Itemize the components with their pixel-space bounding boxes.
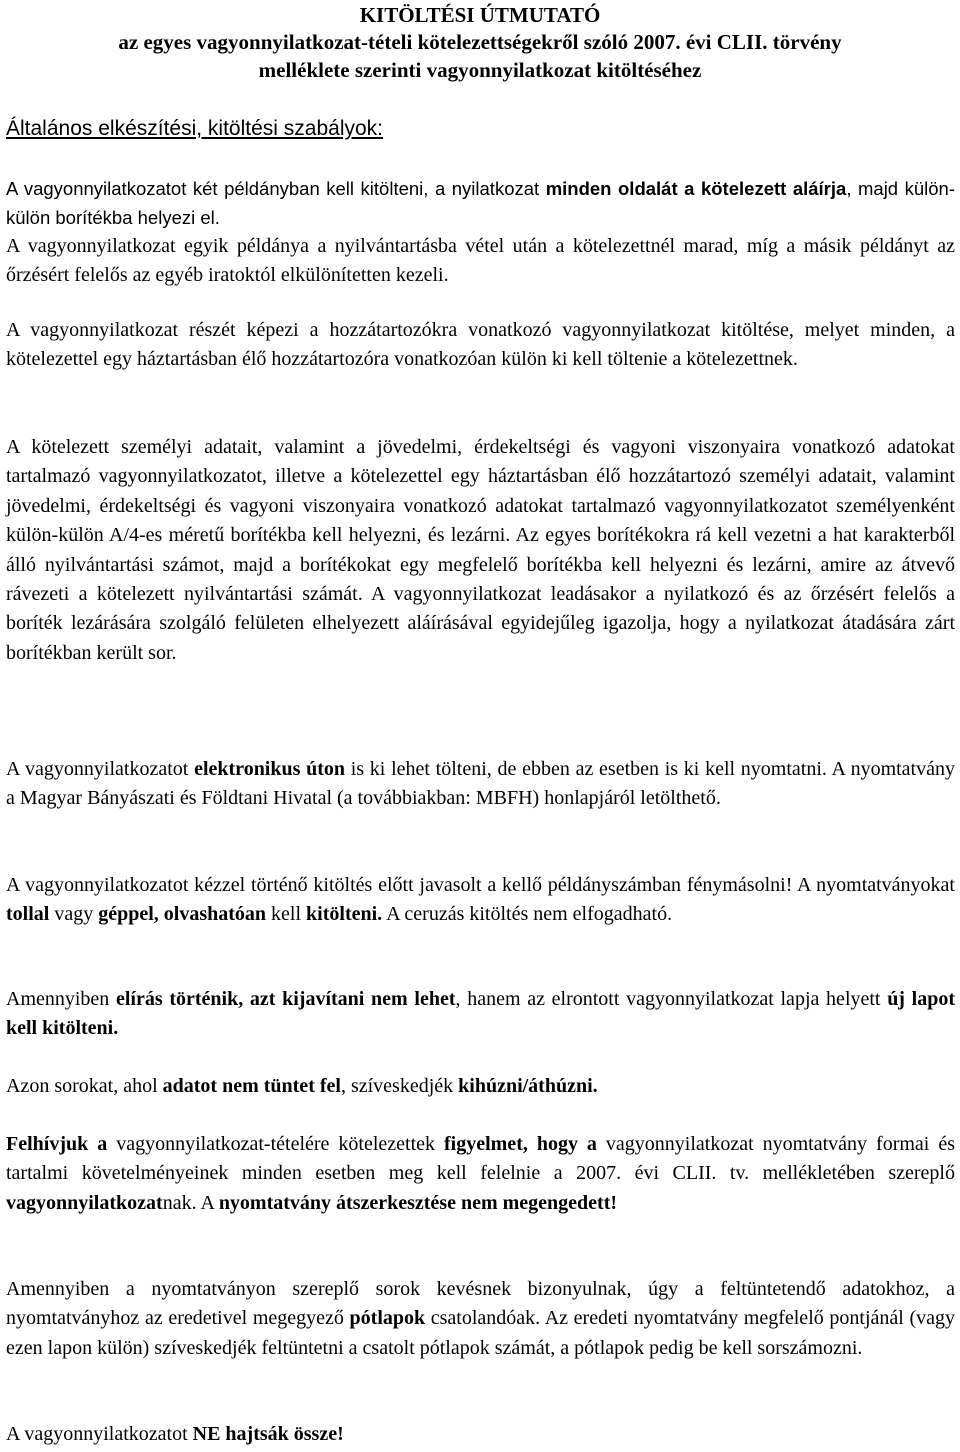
paragraph-11 [6, 1420, 955, 1449]
paragraph-5-text-2: is ki lehet tölteni, de ebben az esetben is ki kell nyomtatni. A nyomtatvány a Magyar Bányászati és Földtani Hivatal (a továbbiakban: MBFH) honlapjáról letölthető. [6, 758, 960, 810]
paragraph-8-text-2: , szíveskedjék [340, 1075, 459, 1097]
paragraph-6-text-1: A vagyonnyilatkozatot kézzel történő kitöltés előtt javasolt a kellő példányszámban fénymásolni! A nyomtatványokat [6, 874, 960, 896]
paragraph-6-bold-2: géppel, olvashatóan [98, 903, 267, 926]
paragraph-6 [6, 871, 960, 930]
paragraph-2: A vagyonnyilatkozat egyik példánya a nyilvántartásba vétel után a kötelezettnél marad, míg a másik példányt az őrzésért felelős az egyéb iratoktól elkülönítetten kezeli. [6, 235, 955, 287]
paragraph-5 [6, 755, 960, 814]
paragraph-8-bold-2: kihúzni/áthúzni. [458, 1075, 598, 1097]
paragraph-6-text-2: vagy [49, 903, 99, 926]
paragraph-9-bold-3: vagyonnyilatkozat [6, 1191, 163, 1214]
paragraph-7-bold-1: elírás történik, azt kijavítani nem lehet [116, 988, 456, 1010]
paragraph-6-bold-1: tollal [6, 903, 50, 926]
paragraph-5-bold-1: elektronikus úton [194, 758, 346, 780]
paragraph-3: A vagyonnyilatkozat részét képezi a hozzátartozókra vonatkozó vagyonnyilatkozat kitöltése, melyet minden, a kötelezettel egy háztartásban élő hozzátartozóra vonatkozóan külön ki kell töltenie a kötelezettnek. [6, 319, 955, 371]
paragraph-9-text-3: nak. A [162, 1191, 219, 1214]
paragraph-4: A kötelezett személyi adatait, valamint a jövedelmi, érdekeltségi és vagyoni viszonyaira vonatkozó adatokat tartalmazó vagyonnyilatkozatot, illetve a kötelezettel egy háztartásban élő hozzátartozó személyi adatait, valamint jövedelmi, érdekeltségi és vagyoni viszonyaira vonatkozó adatokat tartalmazó vagyonnyilatkozatot személyenként külön-külön A/4-es méretű borítékba kell helyezni, és lezárni. Az egyes borítékokra rá kell vezetni a hat karakterből álló nyilvántartási számot, majd a borítékokat egy megfelelő borítékba kell helyezni és lezárni, amire az átvevő rávezeti a kötelezett nyilvántartási számát. A vagyonnyilatkozat leadásakor a nyilatkozó és az őrzésért felelős a boríték lezárására szolgáló felületen elhelyezett aláírásával egyidejűleg igazolja, hogy a nyilatkozat átadására zárt borítékban került sor. [6, 436, 955, 664]
paragraph-10-bold-1: pótlapok [349, 1307, 426, 1330]
paragraph-11-text-1: A vagyonnyilatkozatot [6, 1423, 193, 1445]
paragraph-9-text-1: vagyonnyilatkozat-tételére kötelezettek [107, 1133, 444, 1155]
paragraph-1-text-2: , majd külön-külön borítékba helyezi el. [6, 178, 956, 229]
paragraph-6-bold-3: kitölteni. [306, 903, 383, 926]
paragraph-11-bold-1: NE hajtsák össze! [192, 1423, 344, 1445]
paragraph-7-text-2: , hanem az elrontott vagyonnyilatkozat lapja helyett [455, 988, 888, 1010]
paragraph-6-text-3: kell [266, 903, 307, 926]
section-heading: Általános elkészítési, kitöltési szabályok: [6, 117, 384, 140]
paragraph-5-text-1: A vagyonnyilatkozatot [6, 758, 195, 780]
paragraph-10-text-1: Amennyiben a nyomtatványon szereplő sorok kevésnek bizonyulnak, úgy a feltüntetendő adatokhoz, a nyomtatványhoz az eredetivel megegyező [6, 1278, 960, 1330]
document-subtitle-line-1: az egyes vagyonnyilatkozat-tételi kötelezettségekről szóló 2007. évi CLII. törvény [118, 30, 842, 54]
document-title: KITÖLTÉSI ÚTMUTATÓ [359, 3, 601, 27]
paragraph-7-text-1: Amennyiben [6, 988, 116, 1010]
paragraph-9-bold-1: Felhívjuk a [6, 1133, 108, 1155]
paragraph-7-bold-2: új lapot kell kitölteni. [6, 988, 955, 1040]
paragraph-8 [6, 1072, 955, 1101]
paragraph-10 [6, 1275, 960, 1363]
paragraph-8-bold-1: adatot nem tüntet fel [162, 1075, 341, 1097]
paragraph-9 [6, 1130, 960, 1218]
paragraph-1-text-1: A vagyonnyilatkozatot két példányban kell kitölteni, a nyilatkozat [6, 178, 546, 199]
paragraph-8-text-1: Azon sorokat, ahol [6, 1075, 163, 1097]
paragraph-7 [6, 985, 955, 1044]
paragraph-10-text-2: csatolandóak. Az eredeti nyomtatvány megfelelő pontjánál (vagy ezen lapon külön) szíveskedjék feltüntetni a csatolt pótlapok számát, a pótlapok pedig be kell sorszámozni. [6, 1307, 960, 1359]
paragraph-9-text-2: vagyonnyilatkozat nyomtatvány formai és tartalmi követelményeinek minden esetben meg kell felelnie a 2007. évi CLII. tv. mellékletében szereplő [6, 1133, 960, 1185]
paragraph-9-bold-4: nyomtatvány átszerkesztése nem megengedett! [218, 1191, 618, 1214]
document-subtitle-line-2: melléklete szerinti vagyonnyilatkozat kitöltéséhez [258, 58, 702, 82]
paragraph-1-bold-1: minden oldalát a kötelezett aláírja [545, 178, 847, 199]
paragraph-1 [6, 174, 955, 233]
paragraph-6-text-4: A ceruzás kitöltés nem elfogadható. [382, 903, 673, 926]
paragraph-9-bold-2: figyelmet, hogy a [444, 1133, 597, 1155]
